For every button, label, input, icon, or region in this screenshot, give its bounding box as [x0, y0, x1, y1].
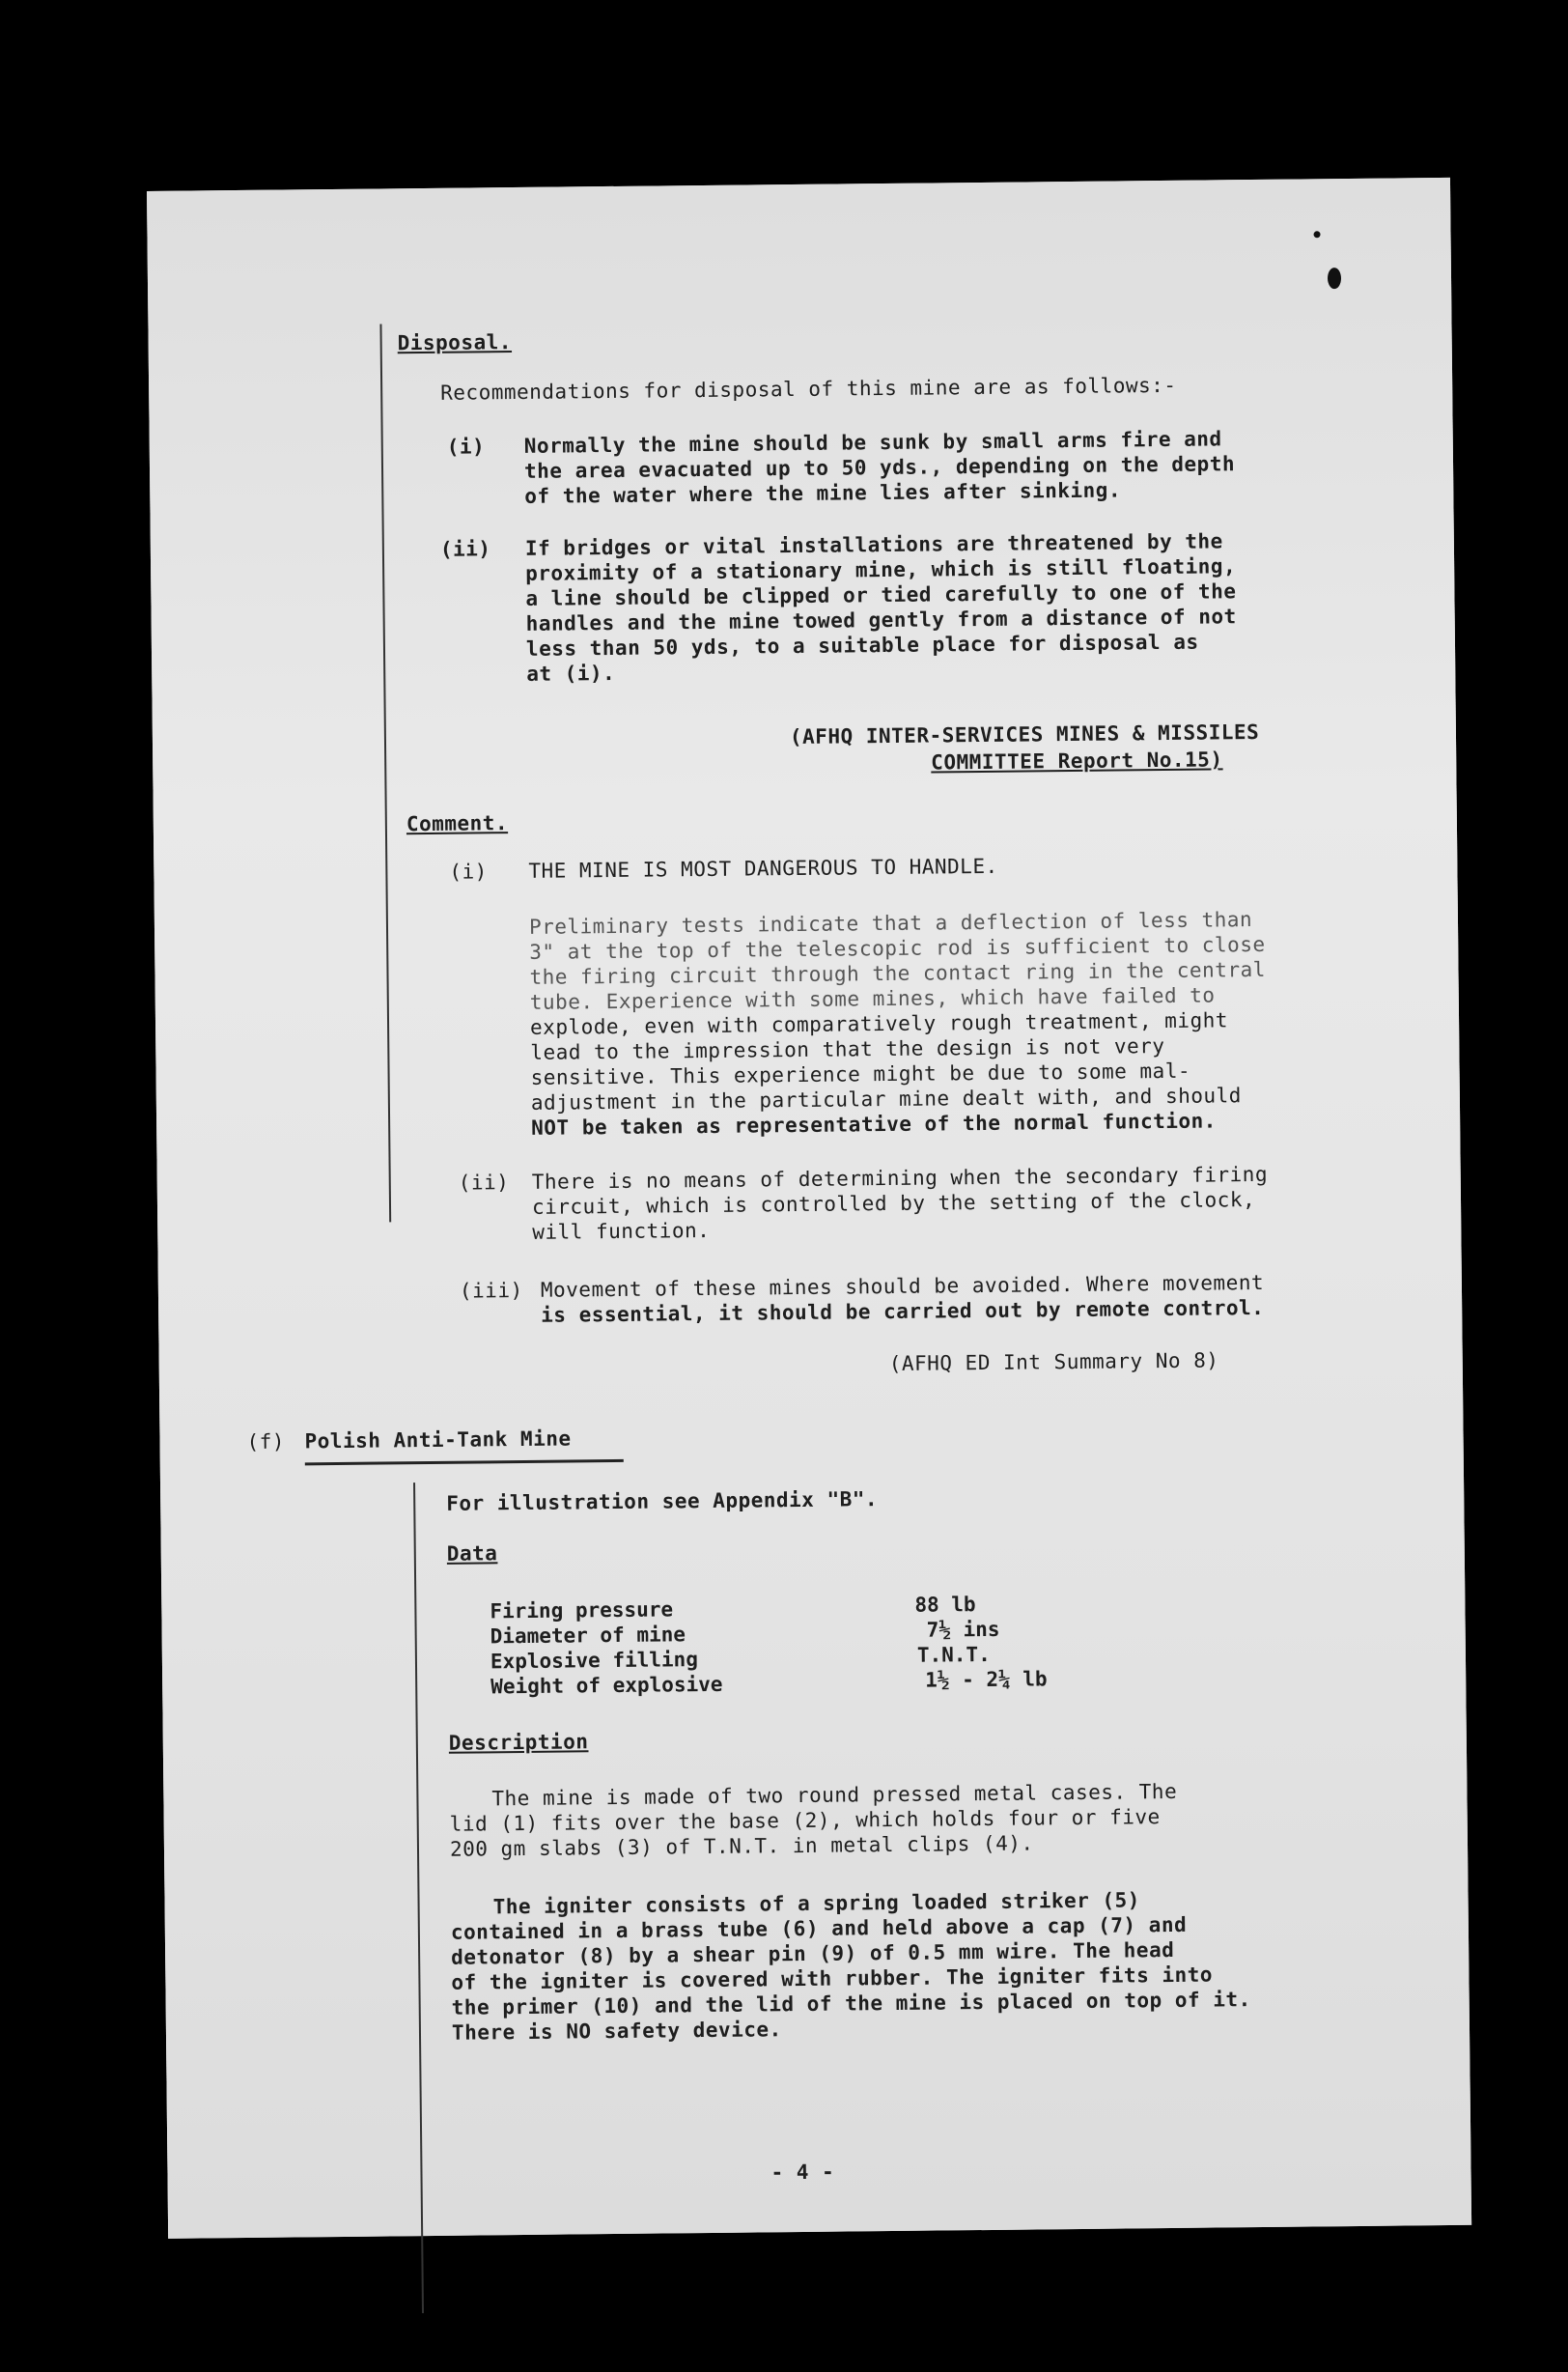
- data-label: Diameter of mine: [490, 1623, 686, 1649]
- comment-item-number: (iii): [459, 1278, 523, 1303]
- description-line: lid (1) fits over the base (2), which holds four or five: [449, 1805, 1161, 1836]
- disposal-intro: Recommendations for disposal of this mine are as follows:-: [440, 373, 1177, 405]
- comment-line: is essential, it should be carried out by remote control.: [541, 1295, 1265, 1327]
- disposal-item-number: (ii): [439, 537, 491, 561]
- description-line: detonator (8) by a shear pin (9) of 0.5 mm wire. The head: [451, 1937, 1175, 1969]
- illustration-note: For illustration see Appendix "B".: [446, 1487, 879, 1515]
- description-line: contained in a brass tube (6) and held above a cap (7) and: [450, 1912, 1188, 1944]
- data-heading: Data: [446, 1541, 498, 1566]
- speck: [1328, 268, 1341, 289]
- speck: [1313, 231, 1320, 238]
- comment-line: the firing circuit through the contact ring in the central: [529, 957, 1266, 989]
- comment-line: will function.: [532, 1218, 711, 1244]
- comment-line: tube. Experience with some mines, which have failed to: [529, 983, 1216, 1014]
- comment-line: NOT be taken as representative of the normal function.: [531, 1109, 1217, 1140]
- description-line: 200 gm slabs (3) of T.N.T. in metal clips (4).: [449, 1831, 1034, 1861]
- comment-line: Movement of these mines should be avoided. Where movement: [540, 1270, 1265, 1302]
- description-line: The mine is made of two round pressed metal cases. The: [491, 1779, 1178, 1811]
- description-line: the primer (10) and the lid of the mine is placed on top of it.: [451, 1988, 1251, 2019]
- comment-line: circuit, which is controlled by the setting of the clock,: [531, 1188, 1256, 1219]
- disposal-source-line: (AFHQ INTER-SERVICES MINES & MISSILES: [789, 720, 1260, 749]
- disposal-item-line: the area evacuated up to 50 yds., depending on the depth: [523, 452, 1236, 483]
- data-value: T.N.T.: [916, 1642, 991, 1667]
- data-label: Weight of explosive: [490, 1672, 723, 1699]
- margin-rule-top: [379, 324, 391, 1222]
- comment-item-title: THE MINE IS MOST DANGEROUS TO HANDLE.: [528, 854, 998, 883]
- comment-heading: Comment.: [406, 811, 509, 836]
- disposal-item-number: (i): [446, 435, 486, 459]
- comment-source: (AFHQ ED Int Summary No 8): [888, 1348, 1219, 1376]
- disposal-source-line: COMMITTEE Report No.15): [931, 748, 1223, 775]
- disposal-item-line: of the water where the mine lies after sinking.: [524, 478, 1122, 508]
- disposal-heading: Disposal.: [397, 330, 513, 355]
- comment-line: explode, even with comparatively rough treatment, might: [529, 1008, 1229, 1039]
- comment-line: 3" at the top of the telescopic rod is sufficient to close: [529, 932, 1266, 964]
- disposal-item-line: less than 50 yds, to a suitable place for disposal as: [525, 630, 1199, 661]
- section-title-underline: [305, 1459, 624, 1465]
- comment-line: sensitive. This experience might be due to some mal-: [530, 1059, 1191, 1089]
- margin-rule-bottom: [413, 1482, 424, 2313]
- description-line: of the igniter is covered with rubber. The igniter fits into: [451, 1963, 1214, 1994]
- data-label: Explosive filling: [490, 1648, 699, 1674]
- comment-line: There is no means of determining when the secondary firing: [531, 1162, 1269, 1194]
- description-line: There is NO safety device.: [451, 2018, 782, 2045]
- comment-item-number: (ii): [458, 1171, 510, 1195]
- disposal-item-line: If bridges or vital installations are threatened by the: [524, 529, 1223, 560]
- description-heading: Description: [448, 1730, 589, 1755]
- disposal-item-line: a line should be clipped or tied carefully to one of the: [525, 579, 1237, 610]
- section-label: (f): [246, 1429, 286, 1454]
- document-page: [147, 178, 1471, 2239]
- data-value: 7½ ins: [926, 1617, 1000, 1642]
- comment-line: lead to the impression that the design is not very: [530, 1034, 1165, 1064]
- data-label: Firing pressure: [490, 1597, 674, 1624]
- page-number: - 4 -: [770, 2160, 835, 2185]
- disposal-item-line: at (i).: [526, 661, 616, 686]
- data-value: 88 lb: [914, 1593, 976, 1617]
- disposal-item-line: Normally the mine should be sunk by small arms fire and: [523, 427, 1222, 458]
- disposal-item-line: proximity of a stationary mine, which is still floating,: [525, 554, 1237, 585]
- data-value: 1½ - 2¼ lb: [925, 1667, 1048, 1692]
- disposal-item-line: handles and the mine towed gently from a distance of not: [525, 605, 1237, 635]
- comment-item-number: (i): [449, 860, 488, 884]
- comment-line: adjustment in the particular mine dealt with, and should: [530, 1084, 1243, 1115]
- description-line: The igniter consists of a spring loaded striker (5): [492, 1888, 1141, 1919]
- comment-line: Preliminary tests indicate that a deflection of less than: [528, 908, 1253, 939]
- section-title: Polish Anti-Tank Mine: [304, 1426, 572, 1454]
